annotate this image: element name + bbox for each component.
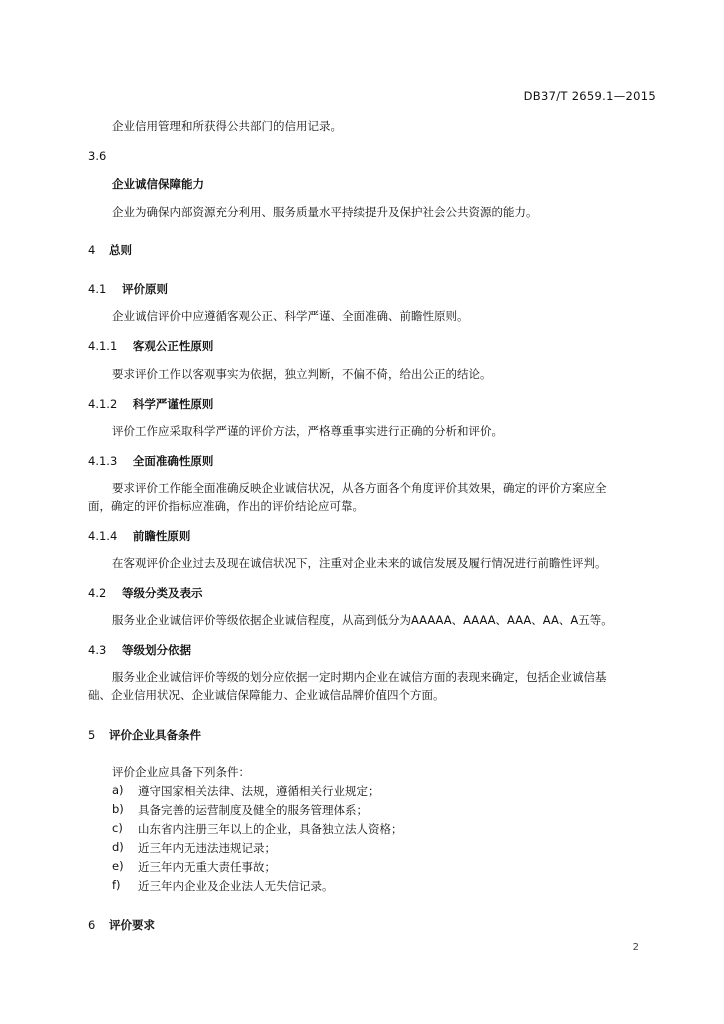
section-4-1-1-text: 要求评价工作以客观事实为依据，独立判断，不偏不倚，给出公正的结论。 [112,367,492,381]
section-3-6-definition: 企业为确保内部资源充分利用、服务质量水平持续提升及保护社会公共资源的能力。 [112,205,538,219]
section-4-1-4-number: 4.1.4 [88,529,118,543]
section-4-1-2-number: 4.1.2 [88,397,118,411]
page-number: 2 [632,942,639,953]
section-6-heading [88,917,155,933]
section-4-1-1-heading [88,338,213,354]
document-code: DB37/T 2659.1—2015 [523,89,656,103]
section-4-1-4-title: 前瞻性原则 [132,529,191,543]
continuation-text: 企业信用管理和所获得公共部门的信用记录。 [112,119,342,133]
list-item-label: a) [112,783,124,797]
section-4-1-number: 4.1 [88,282,107,296]
section-4-1-2-heading [88,396,213,412]
section-4-1-1-title: 客观公正性原则 [132,339,214,353]
section-4-3-heading [88,642,191,658]
section-4-2-title: 等级分类及表示 [121,586,203,600]
section-5-title: 评价企业具备条件 [108,728,201,742]
section-4-1-title: 评价原则 [121,282,168,296]
section-4-1-4-text: 在客观评价企业过去及现在诚信状况下，注重对企业未来的诚信发展及履行情况进行前瞻性评判。 [112,556,607,570]
section-4-1-text: 企业诚信评价中应遵循客观公正、科学严谨、全面准确、前瞻性原则。 [112,309,469,323]
section-4-2-text: 服务业企业诚信评价等级依据企业诚信程度，从高到低分为AAAAA、AAAA、AAA、AA、A五等。 [112,613,613,627]
section-4-3-line1: 服务业企业诚信评价等级的划分应依据一定时期内企业在诚信方面的表现来确定，包括企业诚信基 [112,670,607,684]
list-item-text: 山东省内注册三年以上的企业，具备独立法人资格； [138,822,403,836]
list-item-label: d) [112,840,124,854]
section-4-3-title: 等级划分依据 [121,643,191,657]
section-4-1-3-heading [88,453,213,469]
list-item-text: 具备完善的运营制度及健全的服务管理体系； [138,803,368,817]
section-4-heading [88,242,132,258]
list-item-text: 近三年内无违法违规记录； [138,841,276,855]
section-4-1-3-title: 全面准确性原则 [132,454,214,468]
section-5-intro: 评价企业应具备下列条件： [112,765,250,779]
list-item-label: e) [112,859,124,873]
section-4-1-4-heading [88,528,190,544]
list-item-text: 近三年内企业及企业法人无失信记录。 [138,879,334,893]
list-item-text: 遵守国家相关法律、法规，遵循相关行业规定； [138,784,380,798]
section-4-1-3-number: 4.1.3 [88,454,118,468]
section-5-number: 5 [88,728,96,742]
section-4-number: 4 [88,243,96,257]
list-item-label: f) [112,878,121,892]
section-6-title: 评价要求 [108,918,155,932]
section-4-1-2-title: 科学严谨性原则 [132,397,214,411]
section-5-heading [88,727,201,743]
section-4-2-number: 4.2 [88,586,107,600]
list-item-label: c) [112,821,123,835]
section-6-number: 6 [88,918,96,932]
section-3-6-number: 3.6 [88,149,107,163]
section-4-1-3-line2: 面，确定的评价指标应准确，作出的评价结论应可靠。 [88,499,364,513]
section-4-1-heading [88,281,168,297]
section-4-3-number: 4.3 [88,643,107,657]
section-3-6-term: 企业诚信保障能力 [112,177,204,191]
section-4-2-heading [88,585,202,601]
list-item-label: b) [112,802,124,816]
section-4-1-1-number: 4.1.1 [88,339,118,353]
section-4-1-2-text: 评价工作应采取科学严谨的评价方法，严格尊重事实进行正确的分析和评价。 [112,424,503,438]
list-item-text: 近三年内无重大责任事故； [138,860,276,874]
section-4-3-line2: 础、企业信用状况、企业诚信保障能力、企业诚信品牌价值四个方面。 [88,688,445,702]
section-4-1-3-line1: 要求评价工作能全面准确反映企业诚信状况，从各方面各个角度评价其效果，确定的评价方案应全 [112,481,607,495]
section-4-title: 总则 [108,243,132,257]
